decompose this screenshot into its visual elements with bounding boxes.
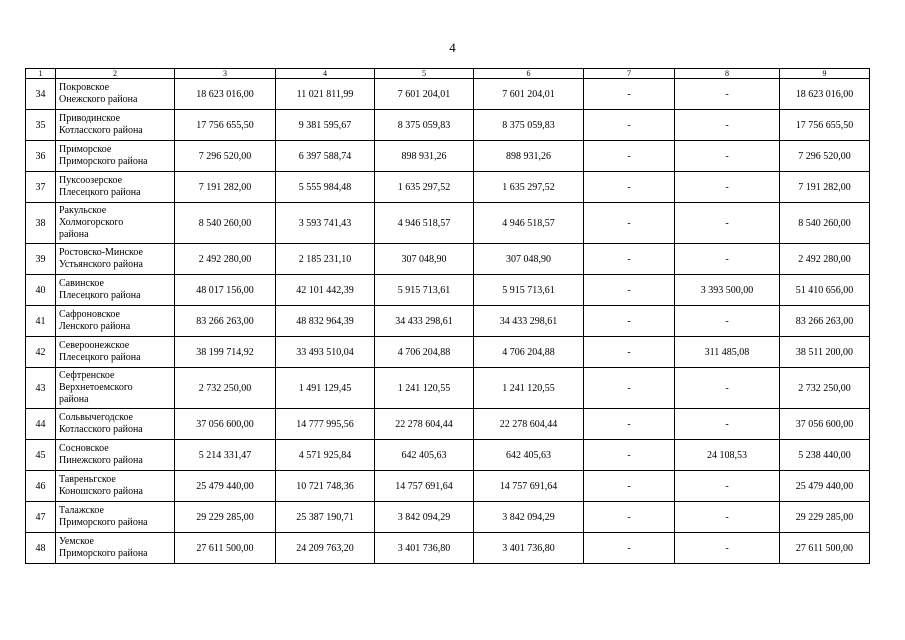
- municipality-name-line: района: [59, 394, 89, 405]
- municipality-name-line: Верхнетоемского: [59, 382, 133, 393]
- municipality-name-line: Холмогорского: [59, 217, 124, 228]
- amount-cell-c7: -: [584, 203, 675, 244]
- row-number: 38: [26, 203, 56, 244]
- amount-cell-c7: -: [584, 172, 675, 203]
- column-header: 1: [26, 69, 56, 79]
- amount-cell-c9: 2 732 250,00: [780, 368, 870, 409]
- amount-cell-c5: 5 915 713,61: [375, 275, 474, 306]
- amount-cell-c7: -: [584, 471, 675, 502]
- table-row: [26, 203, 870, 244]
- municipality-name-line: Талажское: [59, 505, 104, 516]
- amount-cell-c9: 18 623 016,00: [780, 79, 870, 110]
- amount-cell-c3: 7 296 520,00: [175, 141, 276, 172]
- amount-cell-c6: 4 946 518,57: [474, 203, 584, 244]
- table-row: [26, 306, 870, 337]
- amount-cell-c4: 14 777 995,56: [276, 409, 375, 440]
- municipality-name-line: Коношского района: [59, 486, 143, 497]
- amount-cell-c7: -: [584, 306, 675, 337]
- amount-cell-c5: 4 946 518,57: [375, 203, 474, 244]
- municipality-name-line: Приморского района: [59, 517, 148, 528]
- row-number: 44: [26, 409, 56, 440]
- amount-cell-c7: -: [584, 533, 675, 564]
- municipality-name: [56, 110, 175, 141]
- amount-cell-c8: -: [675, 409, 780, 440]
- amount-cell-c5: 34 433 298,61: [375, 306, 474, 337]
- row-number: 34: [26, 79, 56, 110]
- column-number-row: [26, 69, 870, 79]
- amount-cell-c4: 4 571 925,84: [276, 440, 375, 471]
- amount-cell-c3: 27 611 500,00: [175, 533, 276, 564]
- column-header: 9: [780, 69, 870, 79]
- table-row: [26, 337, 870, 368]
- amount-cell-c3: 48 017 156,00: [175, 275, 276, 306]
- municipality-name-line: Пуксоозерское: [59, 175, 123, 186]
- amount-cell-c9: 27 611 500,00: [780, 533, 870, 564]
- amount-cell-c5: 642 405,63: [375, 440, 474, 471]
- amount-cell-c6: 14 757 691,64: [474, 471, 584, 502]
- municipality-name-line: Сольвычегодское: [59, 412, 133, 423]
- amount-cell-c5: 8 375 059,83: [375, 110, 474, 141]
- amount-cell-c7: -: [584, 79, 675, 110]
- amount-cell-c6: 8 375 059,83: [474, 110, 584, 141]
- municipality-name: [56, 275, 175, 306]
- municipality-name-line: Североонежское: [59, 340, 130, 351]
- amount-cell-c6: 7 601 204,01: [474, 79, 584, 110]
- budget-table: [25, 68, 870, 564]
- amount-cell-c7: -: [584, 440, 675, 471]
- municipality-name: [56, 337, 175, 368]
- municipality-name-line: района: [59, 229, 89, 240]
- municipality-name-line: Сефтренское: [59, 370, 115, 381]
- amount-cell-c9: 25 479 440,00: [780, 471, 870, 502]
- amount-cell-c8: -: [675, 172, 780, 203]
- amount-cell-c6: 898 931,26: [474, 141, 584, 172]
- municipality-name-line: Котласского района: [59, 125, 143, 136]
- amount-cell-c9: 7 191 282,00: [780, 172, 870, 203]
- column-header: 4: [276, 69, 375, 79]
- table-row: [26, 244, 870, 275]
- municipality-name-line: Плесецкого района: [59, 290, 141, 301]
- amount-cell-c7: -: [584, 368, 675, 409]
- amount-cell-c9: 7 296 520,00: [780, 141, 870, 172]
- row-number: 35: [26, 110, 56, 141]
- municipality-name-line: Приморского района: [59, 548, 148, 559]
- amount-cell-c4: 2 185 231,10: [276, 244, 375, 275]
- municipality-name-line: Пинежского района: [59, 455, 143, 466]
- municipality-name-line: Приморское: [59, 144, 112, 155]
- amount-cell-c4: 10 721 748,36: [276, 471, 375, 502]
- table-row: [26, 440, 870, 471]
- amount-cell-c3: 83 266 263,00: [175, 306, 276, 337]
- amount-cell-c3: 7 191 282,00: [175, 172, 276, 203]
- row-number: 41: [26, 306, 56, 337]
- amount-cell-c8: -: [675, 306, 780, 337]
- municipality-name-line: Котласского района: [59, 424, 143, 435]
- municipality-name-line: Приморского района: [59, 156, 148, 167]
- amount-cell-c9: 2 492 280,00: [780, 244, 870, 275]
- amount-cell-c9: 17 756 655,50: [780, 110, 870, 141]
- municipality-name-line: Уемское: [59, 536, 94, 547]
- amount-cell-c8: -: [675, 110, 780, 141]
- table-row: [26, 502, 870, 533]
- amount-cell-c4: 11 021 811,99: [276, 79, 375, 110]
- amount-cell-c4: 6 397 588,74: [276, 141, 375, 172]
- amount-cell-c5: 7 601 204,01: [375, 79, 474, 110]
- amount-cell-c3: 37 056 600,00: [175, 409, 276, 440]
- amount-cell-c8: 3 393 500,00: [675, 275, 780, 306]
- amount-cell-c6: 5 915 713,61: [474, 275, 584, 306]
- amount-cell-c3: 5 214 331,47: [175, 440, 276, 471]
- amount-cell-c7: -: [584, 409, 675, 440]
- municipality-name: [56, 172, 175, 203]
- amount-cell-c8: 311 485,08: [675, 337, 780, 368]
- amount-cell-c8: 24 108,53: [675, 440, 780, 471]
- amount-cell-c4: 1 491 129,45: [276, 368, 375, 409]
- municipality-name: [56, 471, 175, 502]
- row-number: 46: [26, 471, 56, 502]
- municipality-name-line: Ракульское: [59, 205, 107, 216]
- municipality-name-line: Ленского района: [59, 321, 131, 332]
- amount-cell-c5: 898 931,26: [375, 141, 474, 172]
- column-header: 8: [675, 69, 780, 79]
- amount-cell-c3: 2 492 280,00: [175, 244, 276, 275]
- amount-cell-c8: -: [675, 533, 780, 564]
- amount-cell-c8: -: [675, 203, 780, 244]
- amount-cell-c9: 51 410 656,00: [780, 275, 870, 306]
- amount-cell-c5: 3 401 736,80: [375, 533, 474, 564]
- municipality-name: [56, 141, 175, 172]
- municipality-name: [56, 79, 175, 110]
- amount-cell-c6: 307 048,90: [474, 244, 584, 275]
- municipality-name: [56, 409, 175, 440]
- amount-cell-c7: -: [584, 244, 675, 275]
- amount-cell-c4: 33 493 510,04: [276, 337, 375, 368]
- amount-cell-c5: 307 048,90: [375, 244, 474, 275]
- amount-cell-c3: 25 479 440,00: [175, 471, 276, 502]
- amount-cell-c9: 29 229 285,00: [780, 502, 870, 533]
- amount-cell-c7: -: [584, 110, 675, 141]
- amount-cell-c4: 5 555 984,48: [276, 172, 375, 203]
- column-header: 7: [584, 69, 675, 79]
- amount-cell-c4: 24 209 763,20: [276, 533, 375, 564]
- amount-cell-c8: -: [675, 502, 780, 533]
- table-row: [26, 79, 870, 110]
- table-row: [26, 368, 870, 409]
- row-number: 47: [26, 502, 56, 533]
- amount-cell-c5: 3 842 094,29: [375, 502, 474, 533]
- amount-cell-c8: -: [675, 79, 780, 110]
- column-header: 2: [56, 69, 175, 79]
- row-number: 45: [26, 440, 56, 471]
- amount-cell-c8: -: [675, 141, 780, 172]
- amount-cell-c6: 3 842 094,29: [474, 502, 584, 533]
- amount-cell-c8: -: [675, 471, 780, 502]
- municipality-name: [56, 203, 175, 244]
- municipality-name-line: Покровское: [59, 82, 110, 93]
- amount-cell-c6: 642 405,63: [474, 440, 584, 471]
- municipality-name-line: Савинское: [59, 278, 104, 289]
- row-number: 43: [26, 368, 56, 409]
- amount-cell-c8: -: [675, 368, 780, 409]
- amount-cell-c6: 1 635 297,52: [474, 172, 584, 203]
- amount-cell-c7: -: [584, 502, 675, 533]
- municipality-name: [56, 306, 175, 337]
- municipality-name-line: Сафроновское: [59, 309, 120, 320]
- amount-cell-c9: 38 511 200,00: [780, 337, 870, 368]
- row-number: 36: [26, 141, 56, 172]
- amount-cell-c6: 34 433 298,61: [474, 306, 584, 337]
- column-header: 5: [375, 69, 474, 79]
- amount-cell-c6: 1 241 120,55: [474, 368, 584, 409]
- amount-cell-c5: 4 706 204,88: [375, 337, 474, 368]
- municipality-name: [56, 502, 175, 533]
- amount-cell-c4: 3 593 741,43: [276, 203, 375, 244]
- municipality-name: [56, 533, 175, 564]
- amount-cell-c3: 2 732 250,00: [175, 368, 276, 409]
- amount-cell-c9: 8 540 260,00: [780, 203, 870, 244]
- amount-cell-c5: 22 278 604,44: [375, 409, 474, 440]
- amount-cell-c3: 17 756 655,50: [175, 110, 276, 141]
- amount-cell-c6: 22 278 604,44: [474, 409, 584, 440]
- row-number: 40: [26, 275, 56, 306]
- page-number: 4: [449, 40, 456, 55]
- column-header: 6: [474, 69, 584, 79]
- amount-cell-c5: 1 635 297,52: [375, 172, 474, 203]
- amount-cell-c3: 38 199 714,92: [175, 337, 276, 368]
- table-row: [26, 141, 870, 172]
- municipality-name-line: Ростовско-Минское: [59, 247, 143, 258]
- table-row: [26, 275, 870, 306]
- amount-cell-c7: -: [584, 275, 675, 306]
- municipality-name-line: Тавреньгское: [59, 474, 116, 485]
- amount-cell-c8: -: [675, 244, 780, 275]
- municipality-name-line: Устьянского района: [59, 259, 143, 270]
- municipality-name: [56, 244, 175, 275]
- table-body: [26, 79, 870, 564]
- municipality-name-line: Приводинское: [59, 113, 121, 124]
- municipality-name-line: Плесецкого района: [59, 352, 141, 363]
- amount-cell-c5: 1 241 120,55: [375, 368, 474, 409]
- amount-cell-c4: 25 387 190,71: [276, 502, 375, 533]
- amount-cell-c4: 42 101 442,39: [276, 275, 375, 306]
- amount-cell-c3: 29 229 285,00: [175, 502, 276, 533]
- amount-cell-c5: 14 757 691,64: [375, 471, 474, 502]
- amount-cell-c9: 83 266 263,00: [780, 306, 870, 337]
- amount-cell-c3: 8 540 260,00: [175, 203, 276, 244]
- amount-cell-c9: 5 238 440,00: [780, 440, 870, 471]
- row-number: 37: [26, 172, 56, 203]
- municipality-name-line: Сосновское: [59, 443, 109, 454]
- table-row: [26, 533, 870, 564]
- amount-cell-c7: -: [584, 141, 675, 172]
- municipality-name-line: Плесецкого района: [59, 187, 141, 198]
- amount-cell-c6: 4 706 204,88: [474, 337, 584, 368]
- column-header: 3: [175, 69, 276, 79]
- amount-cell-c4: 9 381 595,67: [276, 110, 375, 141]
- amount-cell-c3: 18 623 016,00: [175, 79, 276, 110]
- table-row: [26, 172, 870, 203]
- table-row: [26, 409, 870, 440]
- row-number: 42: [26, 337, 56, 368]
- amount-cell-c7: -: [584, 337, 675, 368]
- municipality-name: [56, 440, 175, 471]
- table-row: [26, 110, 870, 141]
- table-row: [26, 471, 870, 502]
- row-number: 39: [26, 244, 56, 275]
- municipality-name-line: Онежского района: [59, 94, 138, 105]
- amount-cell-c6: 3 401 736,80: [474, 533, 584, 564]
- row-number: 48: [26, 533, 56, 564]
- amount-cell-c9: 37 056 600,00: [780, 409, 870, 440]
- municipality-name: [56, 368, 175, 409]
- amount-cell-c4: 48 832 964,39: [276, 306, 375, 337]
